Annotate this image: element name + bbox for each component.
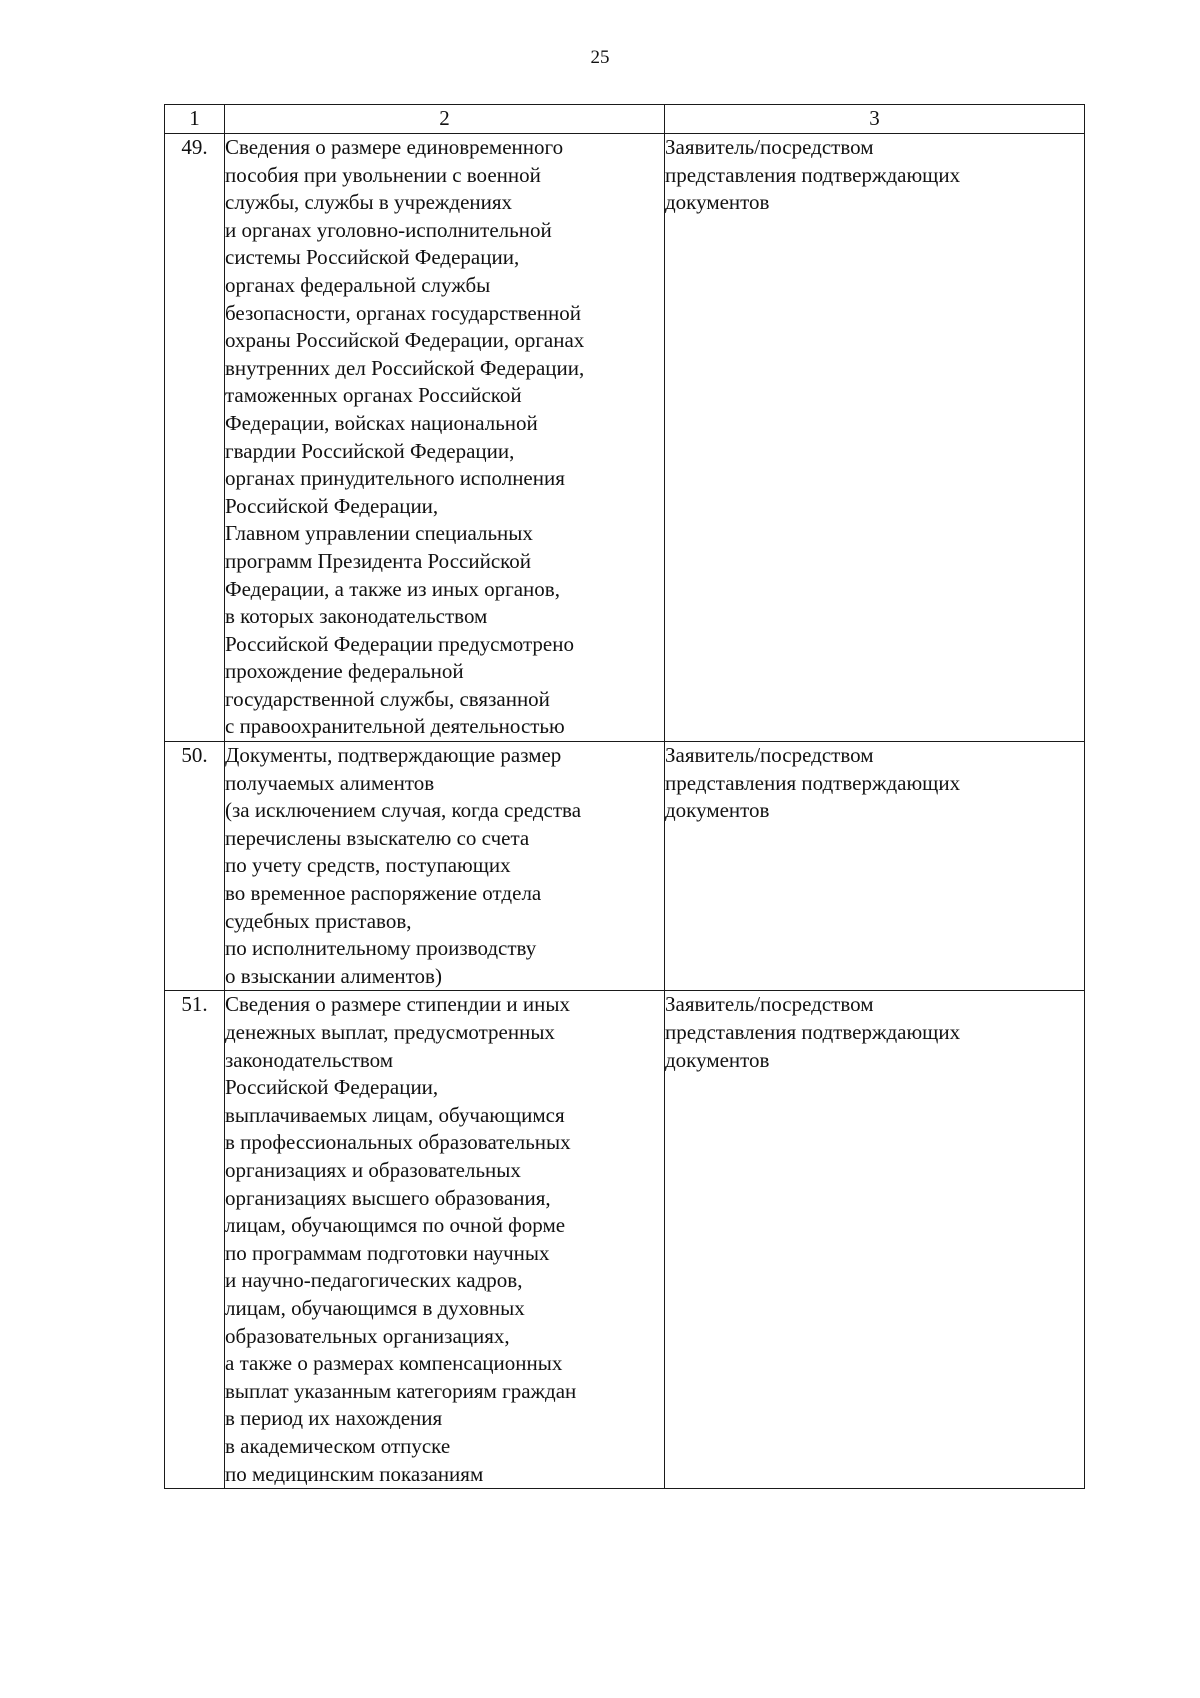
description-line: органах федеральной службы (225, 272, 491, 297)
row-source (665, 742, 1085, 991)
description-line: Российской Федерации, (225, 493, 439, 518)
description-line: в период их нахождения (225, 1406, 443, 1431)
description-line: образовательных организациях, (225, 1323, 510, 1348)
row-description (225, 134, 665, 742)
description-line: таможенных органах Российской (225, 383, 522, 408)
description-line: гвардии Российской Федерации, (225, 438, 515, 463)
row-description (225, 991, 665, 1489)
description-line: безопасности, органах государственной (225, 300, 581, 325)
description-line: в которых законодательством (225, 604, 488, 629)
column-header-description: 2 (225, 105, 665, 134)
header-row (165, 105, 1085, 134)
source-line: представления подтверждающих (665, 162, 961, 187)
description-line: перечислены взыскателю со счета (225, 825, 530, 850)
description-line: (за исключением случая, когда средства (225, 798, 582, 823)
description-line: о взыскании алиментов) (225, 963, 442, 988)
row-number: 50. (165, 742, 225, 991)
table-row (165, 742, 1085, 991)
description-line: программ Президента Российской (225, 548, 532, 573)
description-line: Российской Федерации предусмотрено (225, 631, 574, 656)
description-line: в профессиональных образовательных (225, 1130, 571, 1155)
description-line: пособия при увольнении с военной (225, 162, 541, 187)
description-line: Федерации, войсках национальной (225, 410, 538, 435)
table-body (165, 134, 1085, 1489)
table-row (165, 134, 1085, 742)
description-line: Сведения о размере стипендии и иных (225, 992, 571, 1017)
description-line: и органах уголовно-исполнительной (225, 217, 552, 242)
row-source (665, 134, 1085, 742)
description-line: денежных выплат, предусмотренных (225, 1020, 555, 1044)
source-line: документов (665, 1047, 770, 1072)
description-line: получаемых алиментов (225, 770, 435, 795)
description-line: органах принудительного исполнения (225, 466, 565, 491)
description-line: внутренних дел Российской Федерации, (225, 355, 585, 380)
source-line: представления подтверждающих (665, 1020, 961, 1044)
source-line: представления подтверждающих (665, 770, 961, 795)
source-line: документов (665, 190, 770, 215)
description-line: по программам подготовки научных (225, 1240, 550, 1265)
description-line: системы Российской Федерации, (225, 245, 520, 270)
row-description (225, 742, 665, 991)
column-header-source: 3 (665, 105, 1085, 134)
description-line: по медицинским показаниям (225, 1461, 484, 1486)
description-line: организациях высшего образования, (225, 1185, 551, 1210)
description-line: Сведения о размере единовременного (225, 135, 564, 159)
table-row (165, 991, 1085, 1489)
description-line: судебных приставов, (225, 908, 412, 933)
description-line: с правоохранительной деятельностью (225, 714, 565, 739)
description-line: государственной службы, связанной (225, 686, 550, 711)
description-line: во временное распоряжение отдела (225, 881, 542, 906)
description-line: Федерации, а также из иных органов, (225, 576, 560, 601)
source-line: Заявитель/посредством (665, 135, 874, 159)
page-number: 25 (590, 47, 610, 68)
row-number: 51. (165, 991, 225, 1489)
description-line: выплачиваемых лицам, обучающимся (225, 1102, 565, 1127)
description-line: Главном управлении специальных (225, 521, 533, 546)
description-line: прохождение федеральной (225, 659, 464, 684)
description-line: и научно-педагогических кадров, (225, 1268, 523, 1293)
description-line: службы, службы в учреждениях (225, 190, 513, 215)
description-line: по исполнительному производству (225, 936, 537, 961)
description-line: Документы, подтверждающие размер (225, 743, 562, 768)
description-line: по учету средств, поступающих (225, 853, 511, 878)
description-line: в академическом отпуске (225, 1433, 451, 1458)
description-line: организациях и образовательных (225, 1157, 521, 1182)
description-line: охраны Российской Федерации, органах (225, 328, 585, 353)
description-line: законодательством (225, 1047, 394, 1072)
row-source (665, 991, 1085, 1489)
description-line: лицам, обучающимся в духовных (225, 1295, 525, 1320)
column-header-number: 1 (165, 105, 225, 134)
document-table (164, 104, 1085, 1489)
description-line: а также о размерах компенсационных (225, 1351, 563, 1376)
source-line: Заявитель/посредством (665, 743, 874, 768)
source-line: документов (665, 798, 770, 823)
source-line: Заявитель/посредством (665, 992, 874, 1017)
description-line: выплат указанным категориям граждан (225, 1378, 577, 1403)
description-line: лицам, обучающимся по очной форме (225, 1213, 566, 1238)
description-line: Российской Федерации, (225, 1075, 439, 1100)
row-number: 49. (165, 134, 225, 742)
